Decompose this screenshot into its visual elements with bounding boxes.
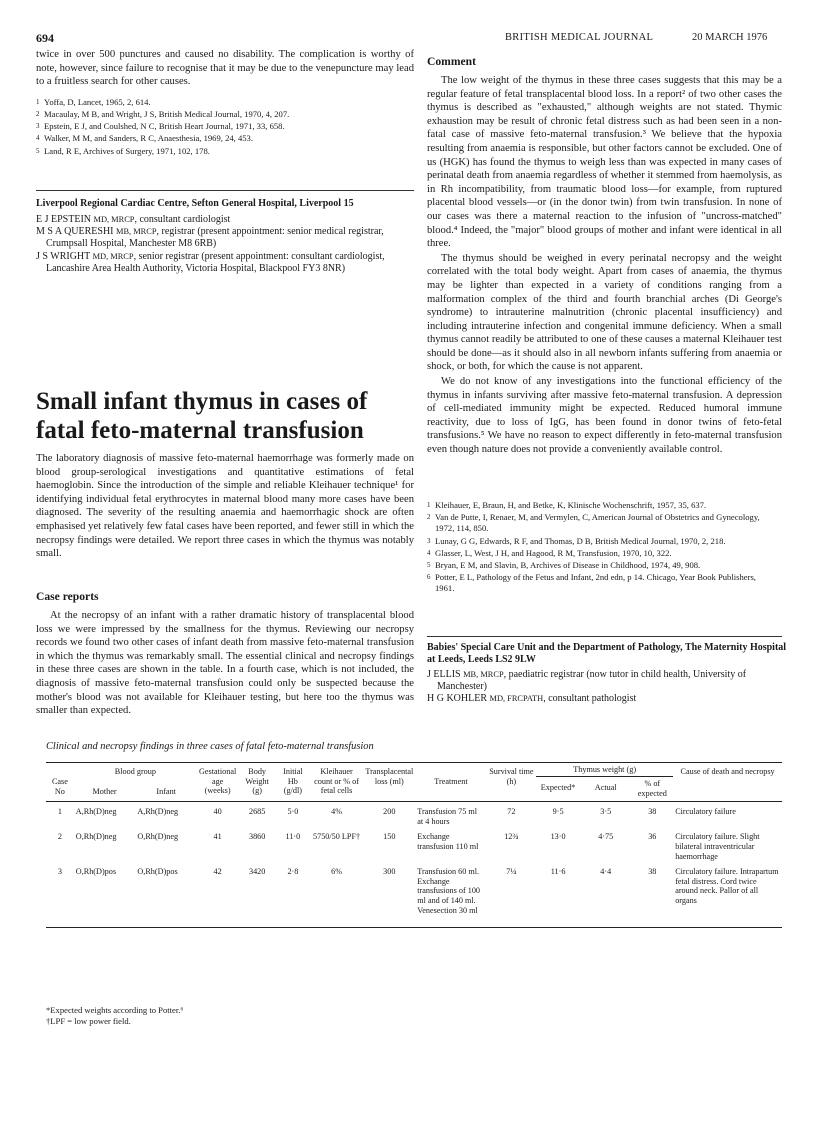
author-entry: M S A QUERESHI MB, MRCP, registrar (present appointment: senior medical registrar, Crumpsall Hospital, Manchester M8 6RB) <box>36 226 384 250</box>
author-entry: H G KOHLER MD, FRCPATH, consultant pathologist <box>427 693 637 705</box>
cell-mother: O,Rh(D)pos <box>75 867 117 877</box>
case-reports-paragraph: At the necropsy of an infant with a rather dramatic history of transplacental blood loss we were impressed by the smallness for the thymus. Reviewing our necropsy records we found two other cases of infant death from massive feto-maternal transfusion in which the thymus was remarkably small. The essential clinical and necropsy findings in these three cases are shown in the table. In a fourth case, which is not included, the diagnosis of massive feto-maternal transfusion could only be suspected because the mother's blood was not available for Kleihauer testing, but here too the thymus was smaller than expected. <box>36 610 414 717</box>
cell-treatment: Transfusion 60 ml. Exchange transfusions of 100 ml and of 140 ml. Venesection 30 ml <box>417 867 481 915</box>
comment-paragraph: The thymus should be weighed in every perinatal necropsy and the weight correlated with the total body weight. Apart from cases of anaemia, the thymus may be lighter than expected in a variety of conditions ranging from a malformation complex of the third and fourth branchial arches (Di George's syndrome) to intrauterine malnutrition (chronic placental insufficiency) and including intrauterine infection and congenital immune deficiency. When a small thymus cannot readily be attributed to one of these causes a maternal Kleihauer test should be done—as it should also in all newborn infants suffering from anaemia or shock, or both, for which the cause is not apparent. <box>427 252 782 373</box>
header-mother: Mother <box>92 786 117 796</box>
findings-table <box>46 762 782 928</box>
cell-expected: 13·0 <box>550 832 566 842</box>
cell-survival: 7¼ <box>506 867 517 877</box>
reference-item: 2 Van de Putte, I, Renaer, M, and Vermylen, C, American Journal of Obstetrics and Gynecology, 1972, 114, 850. <box>427 512 760 534</box>
cell-survival: 72 <box>507 807 516 817</box>
comment-heading: Comment <box>427 55 476 68</box>
reference-item: 2 Macaulay, M B, and Wright, J S, British Medical Journal, 1970, 4, 207. <box>36 108 290 119</box>
header-treatment: Treatment <box>434 777 468 786</box>
table-row <box>46 861 782 927</box>
cell-case: 1 <box>57 807 62 817</box>
continuation-paragraph: twice in over 500 punctures and caused no disability. The complication is worthy of note, however, since failure to recognise that it may be due to the venepuncture may lead to a fruitless search for other causes. <box>36 49 414 88</box>
reference-item: 1 Yoffa, D, Lancet, 1965, 2, 614. <box>36 96 151 107</box>
cell-actual: 4·75 <box>598 832 614 842</box>
cell-expected: 11·6 <box>550 867 566 877</box>
cell-actual: 4·4 <box>600 867 612 877</box>
cell-cause: Circulatory failure. Slight bilateral intraventricular haemorrhage <box>675 832 760 861</box>
header-gestational-age: Gestational age (weeks) <box>198 767 237 796</box>
cell-case: 3 <box>57 867 62 877</box>
cell-actual: 3·5 <box>600 807 612 817</box>
cell-pct: 38 <box>648 807 657 817</box>
table-footnotes <box>46 1005 183 1027</box>
affiliation-title: Liverpool Regional Cardiac Centre, Sefton General Hospital, Liverpool 15 <box>36 198 354 209</box>
table-footnote: †LPF = low power field. <box>46 1016 131 1026</box>
header-infant: Infant <box>156 786 176 796</box>
cell-gest: 40 <box>213 807 222 817</box>
comment-paragraph: The low weight of the thymus in these three cases suggests that this may be a regular feature of fetal transplacental blood loss. In a report² of two other cases the thymus is described as "exhausted," although weights are not stated. Thymic exhaustion may be result of chronic fetal distress such as had been seen in a non-fatal case of massive feto-maternal transfusion.³ We believe that the hypoxia resulting from anaemia is responsible, but other factors cannot be excluded. One of us (HGK) has found the thymus to weigh less than was expected in many cases of perinatal death from anaemia regardless of whether it stemmed from haemolysis, as in Rh incompatibility, from traumatic blood loss—for example, from ruptured placental blood vessels—or (in the donor twin) from twin transfusion. In none of our cases was there a maternal reaction to the infusion of "uncross-matched" blood.⁴ Indeed, the "major" blood groups of mother and infant were identical in all three. <box>427 75 782 250</box>
table-footnote: *Expected weights according to Potter.⁶ <box>46 1005 184 1015</box>
comment-body <box>427 74 782 457</box>
cell-infant: O,Rh(D)neg <box>137 832 179 842</box>
header-initial-hb: Initial Hb (g/dl) <box>283 767 303 796</box>
cell-loss: 150 <box>383 832 396 842</box>
header-cause: Cause of death and necropsy <box>680 767 775 776</box>
cell-pct: 38 <box>648 867 657 877</box>
cell-hb: 5·0 <box>287 807 299 817</box>
cell-treatment: Exchange transfusion 110 ml <box>417 832 479 852</box>
reference-item: 6 Potter, E L, Pathology of the Fetus and Infant, 2nd edn, p 14. Chicago, Year Book Publishers, 1961. <box>427 572 756 594</box>
cell-loss: 200 <box>383 807 396 817</box>
cell-loss: 300 <box>383 867 396 877</box>
cell-weight: 2685 <box>248 807 266 817</box>
journal-name: BRITISH MEDICAL JOURNAL <box>505 32 654 43</box>
cell-treatment: Transfusion 75 ml at 4 hours <box>417 807 478 826</box>
reference-item: 4 Walker, M M, and Sanders, R C, Anaesthesia, 1969, 24, 453. <box>36 133 254 144</box>
affiliation-rule <box>427 636 782 637</box>
reference-item: 1 Kleihauer, E, Braun, H, and Betke, K, Klinische Wochenschrift, 1957, 35, 637. <box>427 500 707 510</box>
cell-expected: 9·5 <box>552 807 564 817</box>
cell-gest: 42 <box>213 867 222 877</box>
article-title: Small infant thymus in cases of fatal feto-maternal transfusion <box>36 388 368 444</box>
header-body-weight: Body Weight (g) <box>245 767 269 796</box>
header-thymus-weight: Thymus weight (g) <box>536 763 673 777</box>
case-reports-heading: Case reports <box>36 590 99 603</box>
cell-hb: 2·8 <box>287 867 299 877</box>
cell-weight: 3860 <box>248 832 266 842</box>
cell-cause: Circulatory failure <box>675 807 736 817</box>
header-transplacental-loss: Transplacental loss (ml) <box>365 767 414 786</box>
left-reference-list <box>36 97 414 157</box>
left-top-block <box>36 48 414 158</box>
reference-item: 5 Land, R E, Archives of Surgery, 1971, 102, 178. <box>36 145 210 156</box>
cell-mother: O,Rh(D)neg <box>75 832 117 842</box>
reference-item: 3 Lunay, G G, Edwards, R F, and Thomas, D B, British Medical Journal, 1970, 2, 218. <box>427 535 726 546</box>
cell-mother: A,Rh(D)neg <box>75 807 117 817</box>
cell-cause: Circulatory failure. Intrapartum fetal distress. Cord twice around neck. Pallor of all organs <box>675 867 779 906</box>
cell-kleihauer: 6% <box>331 867 343 877</box>
issue-date: 20 MARCH 1976 <box>692 32 768 43</box>
cell-survival: 12¾ <box>504 832 519 842</box>
reference-item: 3 Epstein, E J, and Coulshed, N C, British Heart Journal, 1971, 33, 658. <box>36 121 285 132</box>
header-survival: Survival time (h) <box>489 767 534 786</box>
header-kleihauer: Kleihauer count or % of fetal cells <box>314 767 359 796</box>
left-affiliation-block <box>36 198 414 275</box>
author-entry: J ELLIS MB, MRCP, paediatric registrar (now tutor in child health, University of Manchester) <box>427 669 747 693</box>
cell-weight: 3420 <box>248 867 266 877</box>
header-case: Case No <box>51 777 68 796</box>
header-pct-expected: % of expected <box>637 779 667 798</box>
table-row <box>46 802 782 827</box>
table-caption: Clinical and necropsy findings in three cases of fatal feto-maternal transfusion <box>46 741 374 752</box>
affiliation-title: Babies' Special Care Unit and the Department of Pathology, The Maternity Hospital at Leeds, Leeds LS2 9LW <box>427 642 787 665</box>
reference-item: 4 Glasser, L, West, J H, and Hagood, R M, Transfusion, 1970, 10, 322. <box>427 547 672 558</box>
table-header-row <box>46 763 782 777</box>
cell-infant: A,Rh(D)neg <box>137 807 179 817</box>
header-expected: Expected* <box>540 783 576 793</box>
intro-paragraph: The laboratory diagnosis of massive feto-maternal haemorrhage was formerly made on blood group-serological investigations and quantitative estimations of fetal haemoglobin. Since the introduction of the simple and reliable Kleihauer technique¹ for identifying individual fetal erythrocytes in maternal blood many more cases have been diagnosed. The severity of the resulting anaemia and haemorrhagic shock are often emphasised yet relatively few fatal cases have been reported, and fewer still in which the necropsy findings were detailed. We report three cases in which the thymus was notably small. <box>36 453 414 560</box>
article-reference-list <box>427 500 782 596</box>
reference-item: 5 Bryan, E M, and Slavin, B, Archives of Disease in Childhood, 1974, 49, 908. <box>427 560 701 571</box>
comment-paragraph: We do not know of any investigations into the functional efficiency of the thymus in infants surviving after massive feto-maternal transfusion. A depression of cell-mediated immunity might be expected. Reduced humoral immune reactivity, due to loss of IgG, has been found in donor twins of feto-fetal transfusions.⁵ We have no reason to expect differently in feto-maternal transfusion even though nature does not provide a conveniently available control. <box>427 376 782 456</box>
cell-pct: 36 <box>648 832 657 842</box>
cell-kleihauer: 4% <box>331 807 343 817</box>
right-affiliation-block <box>427 642 787 706</box>
cell-gest: 41 <box>213 832 222 842</box>
cell-hb: 11·0 <box>285 832 301 842</box>
header-blood-group: Blood group <box>114 767 156 776</box>
cell-infant: O,Rh(D)pos <box>137 867 178 877</box>
cell-kleihauer: 5750/50 LPF† <box>313 832 361 842</box>
affiliation-rule <box>36 190 414 191</box>
page-number: 694 <box>36 31 54 45</box>
table-row <box>46 826 782 861</box>
cell-case: 2 <box>57 832 62 842</box>
author-entry: E J EPSTEIN MD, MRCP, consultant cardiologist <box>36 214 231 225</box>
header-actual: Actual <box>594 783 617 793</box>
author-entry: J S WRIGHT MD, MRCP, senior registrar (present appointment: consultant cardiologist, Lancashire Area Health Authority, Victoria Hospital, Blackpool FY3 8NR) <box>36 250 385 274</box>
